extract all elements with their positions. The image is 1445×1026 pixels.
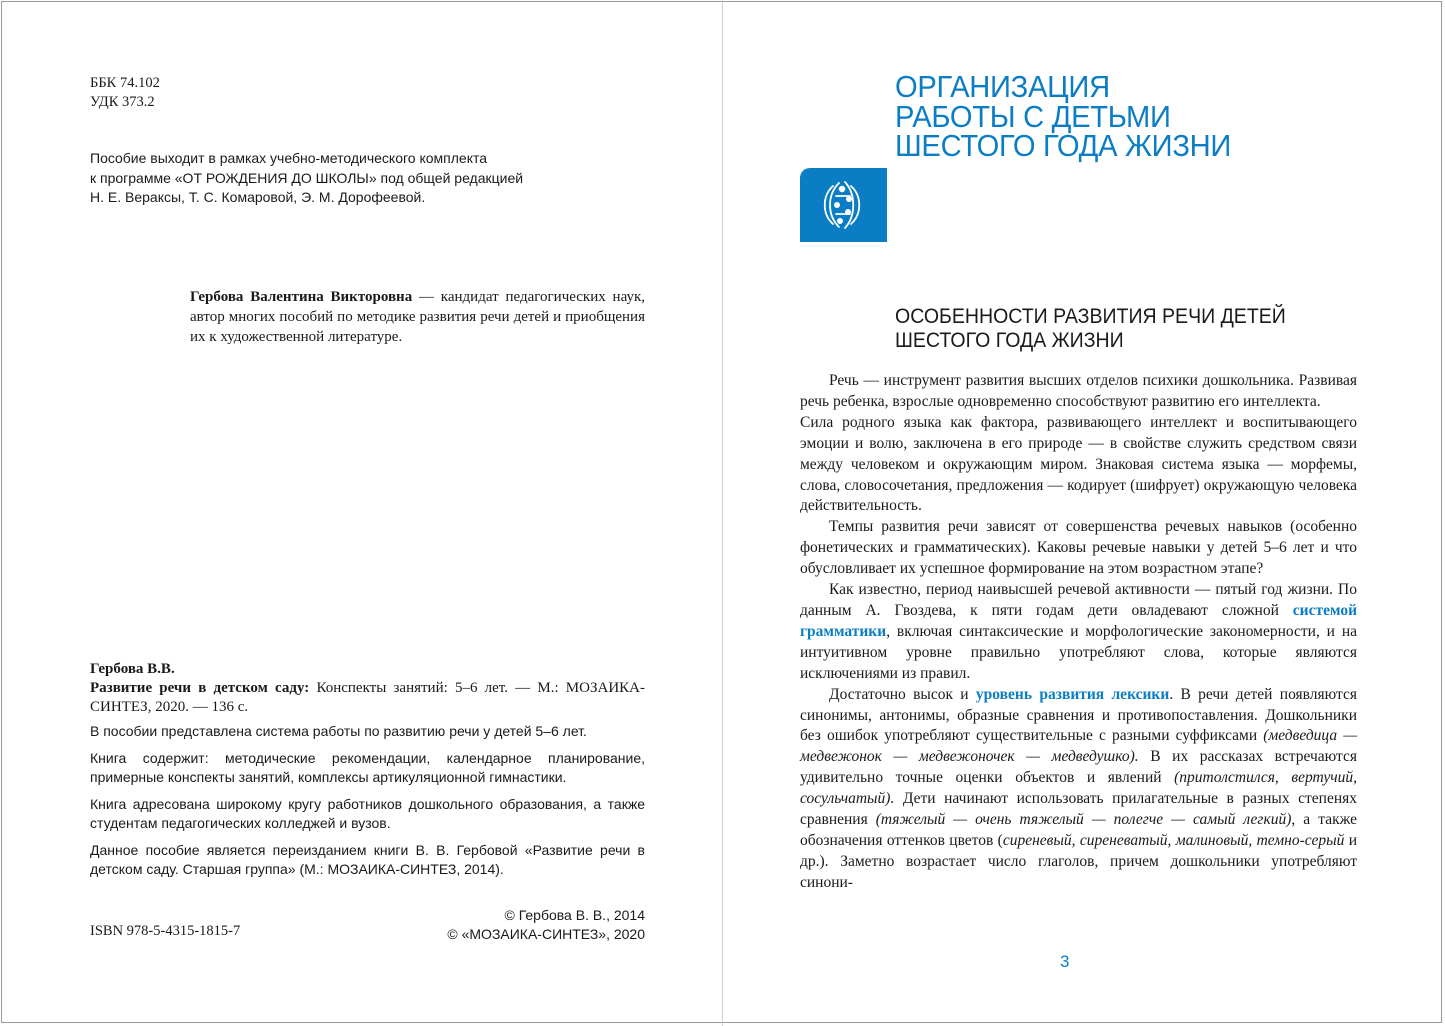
italic-example: (тяжелый — очень тяжелый — полегче — самый легкий) xyxy=(875,811,1292,829)
isbn: ISBN 978-5-4315-1815-7 xyxy=(90,923,241,939)
text-run: В их рассказах встречаются удивительно точные оценки объектов и явлений xyxy=(800,748,1357,787)
chapter-badge xyxy=(800,168,887,242)
author-name: Гербова Валентина Викторовна xyxy=(190,289,413,305)
body-text xyxy=(800,371,1357,894)
page-divider xyxy=(722,0,723,1026)
italic-example: (медведица — медвежонок — медвежоночек — медведушко). xyxy=(800,727,1357,766)
annotation xyxy=(90,722,645,887)
biblio-title: Развитие речи в детском саду: xyxy=(90,680,310,696)
annotation-paragraph: Книга содержит: методические рекомендации, календарное планирование, примерные конспекты занятий, комплексы артикуляционной гимнастики. xyxy=(90,749,645,785)
series-intro xyxy=(90,149,610,208)
paragraph xyxy=(800,580,1357,685)
author-info xyxy=(190,287,645,347)
text-run: . В речи детей появляются синонимы, антонимы, образные сравнения и противопоставления. Дошкольники без ошибок употребляют существительные с разными суффиксами xyxy=(800,685,1357,745)
copyright-block xyxy=(400,906,645,944)
text-run: и др.). Заметно возрастает число глаголов, причем дошкольники употребляют синони- xyxy=(800,831,1357,891)
biblio-author: Гербова В.В. xyxy=(90,661,175,677)
author-description: — кандидат педагогических наук, автор многих пособий по методике развития речи детей и приобщения их к художественной литературе. xyxy=(190,289,645,345)
highlighted-term: системой грамматики xyxy=(800,601,1357,640)
bbk-code: ББК 74.102 xyxy=(90,75,160,91)
bbk-udk-block xyxy=(90,74,160,112)
text-run: Дети начинают использовать прилагательные в разных степенях сравнения xyxy=(800,790,1357,829)
intro-line: к программе «ОТ РОЖДЕНИЯ ДО ШКОЛЫ» под общей редакцией xyxy=(90,169,524,186)
paragraph xyxy=(800,685,1357,894)
paragraph: Речь — инструмент развития высших отделов психики дошкольника. Развивая речь ребенка, взрослые одновременно способствуют развитию его интеллекта. xyxy=(800,372,1357,410)
chapter-title-line: РАБОТЫ С ДЕТЬМИ xyxy=(895,98,1171,134)
section-title-line: ШЕСТОГО ГОДА ЖИЗНИ xyxy=(895,329,1124,352)
chapter-title-line: ШЕСТОГО ГОДА ЖИЗНИ xyxy=(895,128,1232,163)
text-run: Как известно, период наивысшей речевой активности — пятый год жизни. По данным А. Гвоздева, к пяти годам дети овладевают сложной xyxy=(800,581,1357,619)
section-title xyxy=(895,305,1286,353)
paragraph: Сила родного языка как фактора, развивающего интеллект и воспитывающего эмоции и волю, заключена в его природе — в свойстве служить средством связи между человеком и окружающим миром. Знаковая система языка — морфемы, слова, словосочетания, предложения — кодирует (шифрует) окружающую человека действительность. xyxy=(800,413,1357,515)
copyright-line: © Гербова В. В., 2014 xyxy=(504,907,645,923)
text-run: , а также обозначения оттенков цветов ( xyxy=(800,811,1357,849)
text-run: Достаточно высок и xyxy=(829,685,976,703)
paragraph: Темпы развития речи зависят от совершенства речевых навыков (особенно фонетических и грамматических). Каковы речевые навыки у детей 5–6 лет и что обусловливает их успешное формирование на этом возрастном этапе? xyxy=(800,518,1357,578)
text-run: , включая синтаксические и морфологические закономерности, и на интуитивном уровне правильно употребляют слова, которые являются исключениями из правил. xyxy=(800,622,1357,682)
intro-line: Н. Е. Вераксы, Т. С. Комаровой, Э. М. Дорофеевой. xyxy=(90,189,426,205)
section-title-line: ОСОБЕННОСТИ РАЗВИТИЯ РЕЧИ ДЕТЕЙ xyxy=(895,305,1286,328)
udk-code: УДК 373.2 xyxy=(90,94,155,110)
copyright-line: © «МОЗАИКА-СИНТЕЗ», 2020 xyxy=(447,926,645,942)
intro-line: Пособие выходит в рамках учебно-методического комплекта xyxy=(90,150,488,166)
annotation-paragraph: Книга адресована широкому кругу работников дошкольного образования, а также студентам педагогических колледжей и вузов. xyxy=(90,795,645,831)
chapter-title-line: ОРГАНИЗАЦИЯ xyxy=(895,69,1110,104)
italic-example: сиреневый, сиреневатый, малиновый, темно-серый xyxy=(1002,831,1345,849)
biblio-details: Конспекты занятий: 5–6 лет. — М.: МОЗАИКА-СИНТЕЗ, 2020. — 136 с. xyxy=(90,680,645,715)
annotation-paragraph: В пособии представлена система работы по развитию речи у детей 5–6 лет. xyxy=(90,723,587,739)
page-number: 3 xyxy=(1060,952,1070,971)
highlighted-term: уровень развития лексики xyxy=(975,685,1170,703)
bibliographic-record xyxy=(90,660,645,717)
italic-example: (притолстился, вертучий, сосульчатый). xyxy=(800,769,1357,808)
annotation-paragraph: Данное пособие является переизданием книги В. В. Гербовой «Развитие речи в детском саду. Старшая группа» (М.: МОЗАИКА-СИНТЕЗ, 2014). xyxy=(90,841,645,877)
chapter-title xyxy=(895,69,1232,163)
lines-dots-icon xyxy=(800,168,887,242)
